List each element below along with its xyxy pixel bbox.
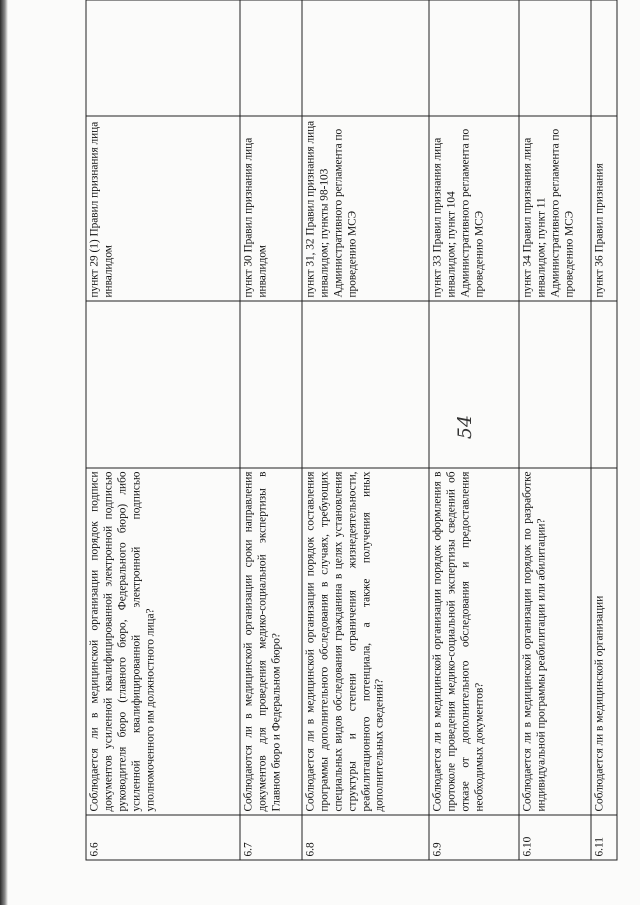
table-row [86,0,240,860]
scan-edge-shadow [0,0,8,905]
row-reference: пункт 30 Правил признания лица инвалидом [240,116,302,301]
row-question: Соблюдаются ли в медицинской организации сроки направления документов для проведения медико-социальной экспертизы в Главном бюро и Федеральном бюро? [240,468,302,815]
table-row [302,0,429,860]
blank-cell [86,0,240,116]
row-reference: пункт 31, 32 Правил признания лица инвалидом; пункты 98-103 Административного регламента по проведению МСЭ [302,116,429,301]
table-row [519,0,591,860]
blank-cell [429,301,519,468]
blank-cell [240,0,302,116]
blank-cell [519,0,591,116]
row-number: 6.9 [429,815,519,860]
table-row [591,0,617,860]
row-question: Соблюдается ли в медицинской организации порядок по разработке индивидуальной программы реабилитации или абилитации? [519,468,591,815]
row-reference: пункт 34 Правил признания лица инвалидом; пункт 11 Административного регламента по проведению МСЭ [519,116,591,301]
table-row [429,0,519,860]
row-number: 6.11 [591,815,617,860]
row-question: Соблюдается ли в медицинской организации порядок оформления в протоколе проведения медико-социальной экспертизы сведений об отказе от дополнительного обследования и предоставления необходимых документов? [429,468,519,815]
row-question: Соблюдается ли в медицинской организации [591,468,617,815]
blank-cell [591,0,617,116]
row-question: Соблюдается ли в медицинской организации порядок составления программы дополнительного обследования в случаях, требующих специальных видов обследования гражданина в целях установления структуры и степени ограничения жизнедеятельности, реабилитационного потенциала, а также получения иных дополнительных сведений? [302,468,429,815]
page-number: 54 [454,414,476,440]
blank-cell [519,301,591,468]
blank-cell [86,301,240,468]
row-number: 6.6 [86,815,240,860]
blank-cell [591,301,617,468]
rotated-table-wrapper [85,36,605,861]
table-row [240,0,302,860]
row-reference: пункт 29 (1) Правил признания лица инвалидом [86,116,240,301]
blank-cell [240,301,302,468]
row-reference: пункт 36 Правил признания [591,116,617,301]
row-reference: пункт 33 Правил признания лица инвалидом; пункт 104 Административного регламента по проведению МСЭ [429,116,519,301]
row-number: 6.7 [240,815,302,860]
blank-cell [302,0,429,116]
row-number: 6.10 [519,815,591,860]
row-question: Соблюдается ли в медицинской организации порядок подписи документов усиленной квалифицированной электронной подписью руководителя бюро (главного бюро, Федерального бюро) либо усиленной квалифицированной электронной подписью уполномоченного им должностного лица? [86,468,240,815]
inspection-table [85,0,617,861]
blank-cell [429,0,519,116]
row-number: 6.8 [302,815,429,860]
blank-cell [302,301,429,468]
